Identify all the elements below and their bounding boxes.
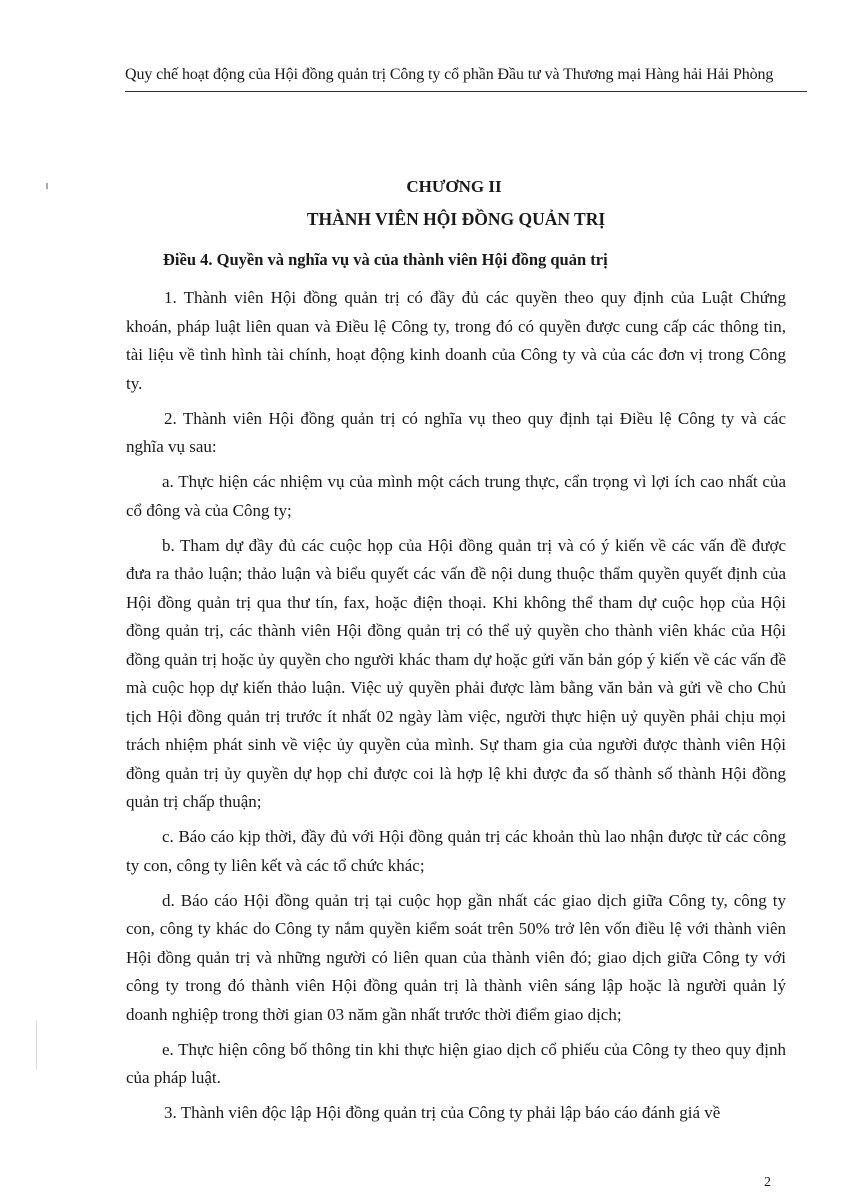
page-number: 2 <box>764 1175 771 1190</box>
paragraph-2b: b. Tham dự đầy đủ các cuộc họp của Hội đồng quản trị và có ý kiến về các vấn đề được đưa ra thảo luận; thảo luận và biểu quyết các vấn đề nội dung thuộc thẩm quyền quyết định của Hội đồng quản trị qua thư tín, fax, hoặc điện thoại. Khi không thể tham dự cuộc họp của Hội đồng quản trị, các thành viên Hội đồng quản trị có thể uỷ quyền cho thành viên khác của Hội đồng quản trị hoặc ủy quyền cho người khác tham dự hoặc gửi văn bản góp ý kiến về các vấn đề mà cuộc họp dự kiến thảo luận. Việc uỷ quyền phải được làm bằng văn bản và gửi về cho Chủ tịch Hội đồng quản trị trước ít nhất 02 ngày làm việc, người thực hiện uỷ quyền phải chịu mọi trách nhiệm phát sinh về việc ủy quyền của mình. Sự tham gia của người được thành viên Hội đồng quản trị ủy quyền dự họp chỉ được coi là hợp lệ khi được đa số thành số thành Hội đồng quản trị chấp thuận; <box>126 535 786 811</box>
paragraph-2a: a. Thực hiện các nhiệm vụ của mình một cách trung thực, cẩn trọng vì lợi ích cao nhất của cổ đông và của Công ty; <box>126 472 786 520</box>
body-text <box>126 284 786 1128</box>
paragraph-2: 2. Thành viên Hội đồng quản trị có nghĩa vụ theo quy định tại Điều lệ Công ty và các nghĩa vụ sau: <box>126 408 786 456</box>
paragraph-2c: c. Báo cáo kịp thời, đầy đủ với Hội đồng quản trị các khoản thù lao nhận được từ các công ty con, công ty liên kết và các tổ chức khác; <box>126 827 786 875</box>
paragraph-1: 1. Thành viên Hội đồng quản trị có đầy đủ các quyền theo quy định của Luật Chứng khoán, pháp luật liên quan và Điều lệ Công ty, trong đó có quyền được cung cấp các thông tin, tài liệu về tình hình tài chính, hoạt động kinh doanh của Công ty và của các đơn vị trong Công ty. <box>126 288 786 393</box>
chapter-title: THÀNH VIÊN HỘI ĐỒNG QUẢN TRỊ <box>306 209 606 229</box>
chapter-number: CHƯƠNG II <box>406 177 502 196</box>
scan-mark <box>36 1020 37 1070</box>
article-heading: Điều 4. Quyền và nghĩa vụ và của thành viên Hội đồng quản trị <box>163 250 608 269</box>
header-rule <box>125 91 807 92</box>
paragraph-2d: d. Báo cáo Hội đồng quản trị tại cuộc họp gần nhất các giao dịch giữa Công ty, công ty con, công ty khác do Công ty nắm quyền kiểm soát trên 50% trở lên vốn điều lệ với thành viên Hội đồng quản trị và những người có liên quan của thành viên đó; giao dịch giữa Công ty với công ty trong đó thành viên Hội đồng quản trị là thành viên sáng lập hoặc là người quản lý doanh nghiệp trong thời gian 03 năm gần nhất trước thời điểm giao dịch; <box>126 890 786 1024</box>
paragraph-3: 3. Thành viên độc lập Hội đồng quản trị của Công ty phải lập báo cáo đánh giá về <box>164 1103 721 1122</box>
running-header: Quy chế hoạt động của Hội đồng quản trị Công ty cổ phần Đầu tư và Thương mại Hàng hải Hải Phòng <box>125 66 774 83</box>
paragraph-2e: e. Thực hiện công bố thông tin khi thực hiện giao dịch cổ phiếu của Công ty theo quy định của pháp luật. <box>126 1039 786 1087</box>
